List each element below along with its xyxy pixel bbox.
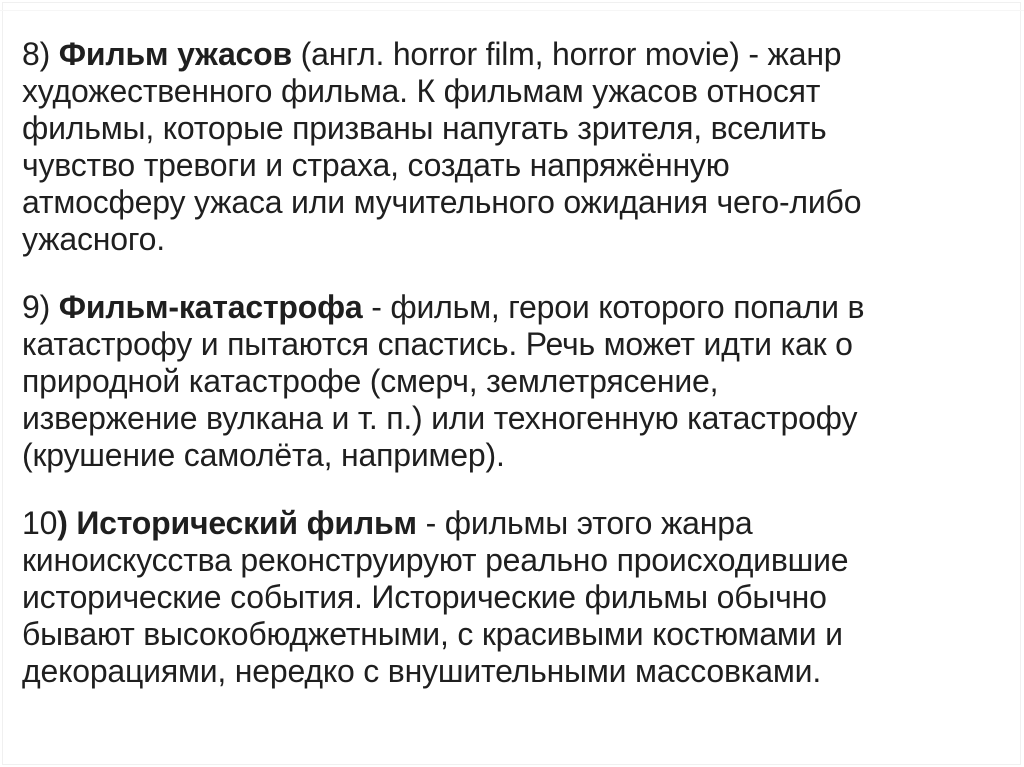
text-segment: ужасного.	[22, 221, 165, 257]
text-segment: - фильмы этого жанра	[416, 505, 753, 541]
text-line	[22, 542, 1006, 579]
term-historical-film: ) Исторический фильм	[57, 505, 417, 541]
text-line	[22, 110, 1006, 147]
text-line	[22, 579, 1006, 616]
text-segment: атмосферу ужаса или мучительного ожидания чего-либо	[22, 184, 862, 220]
term-horror-film: Фильм ужасов	[58, 36, 292, 72]
text-line	[22, 36, 1006, 73]
text-segment: исторические события. Исторические фильмы обычно	[22, 579, 827, 615]
slide-body	[22, 36, 1006, 721]
paragraph-historical-film	[22, 505, 1006, 690]
text-segment: извержение вулкана и т. п.) или техногенную катастрофу	[22, 400, 858, 436]
text-line	[22, 653, 1006, 690]
text-line	[22, 616, 1006, 653]
text-segment: природной катастрофе (смерч, землетрясение,	[22, 363, 719, 399]
text-line	[22, 289, 1006, 326]
term-disaster-film: Фильм-катастрофа	[58, 289, 363, 325]
text-segment: катастрофу и пытаются спастись. Речь может идти как о	[22, 326, 853, 362]
text-segment: - фильм, герои которого попали в	[362, 289, 865, 325]
paragraph-horror-film	[22, 36, 1006, 258]
text-line	[22, 184, 1006, 221]
text-segment: декорациями, нередко с внушительными массовками.	[22, 653, 822, 689]
text-line	[22, 505, 1006, 542]
text-line	[22, 400, 1006, 437]
text-segment: художественного фильма. К фильмам ужасов относят	[22, 73, 821, 109]
text-segment: (крушение самолёта, например).	[22, 437, 505, 473]
text-line	[22, 363, 1006, 400]
text-line	[22, 221, 1006, 258]
text-line	[22, 437, 1006, 474]
text-segment: киноискусства реконструируют реально происходившие	[22, 542, 849, 578]
text-line	[22, 326, 1006, 363]
text-line	[22, 147, 1006, 184]
text-segment: бывают высокобюджетными, с красивыми костюмами и	[22, 616, 843, 652]
paragraph-disaster-film	[22, 289, 1006, 474]
text-line	[22, 73, 1006, 110]
text-segment: (англ. horror film, horror movie) - жанр	[291, 36, 842, 72]
text-segment: фильмы, которые призваны напугать зрителя, вселить	[22, 110, 827, 146]
item-number: 9)	[22, 289, 59, 325]
text-segment: чувство тревоги и страха, создать напряжённую	[22, 147, 730, 183]
item-number: 10	[22, 505, 58, 541]
slide-top-edge-line	[0, 10, 1024, 11]
item-number: 8)	[22, 36, 59, 72]
